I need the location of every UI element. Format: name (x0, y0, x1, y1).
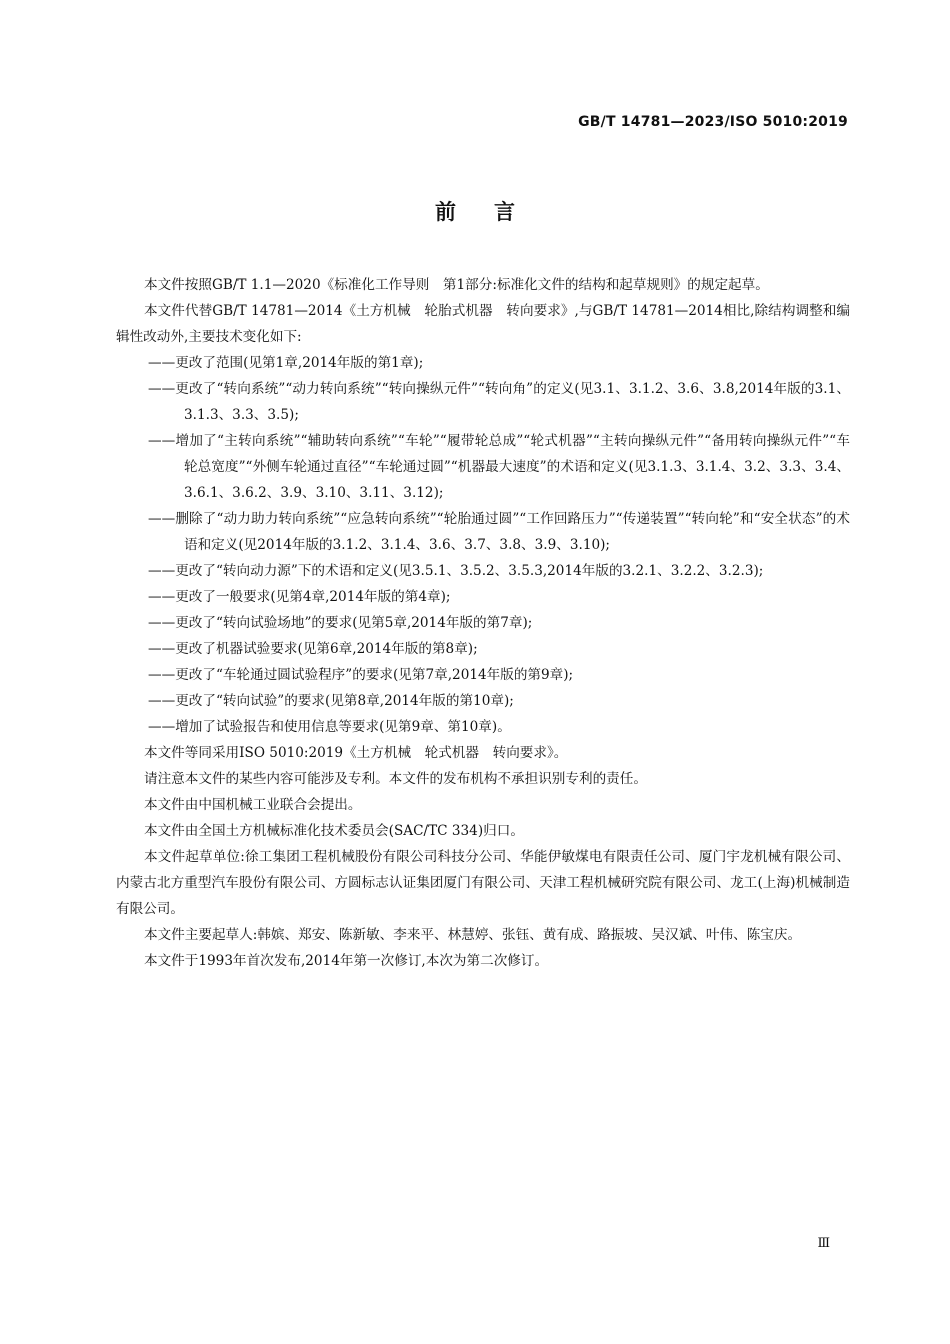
foreword-body (116, 272, 850, 974)
change-item: ——增加了“主转向系统”“辅助转向系统”“车轮”“履带轮总成”“轮式机器”“主转向操纵元件”“备用转向操纵元件”“车轮总宽度”“外侧车轮通过直径”“车轮通过圆”“机器最大速度”的术语和定义(见3.1.3、3.1.4、3.2、3.3、3.4、3.6.1、3.6.2、3.9、3.10、3.11、3.12); (148, 433, 850, 501)
change-item: ——更改了“转向系统”“动力转向系统”“转向操纵元件”“转向角”的定义(见3.1、3.1.2、3.6、3.8,2014年版的3.1、3.1.3、3.3、3.5); (148, 381, 850, 423)
paragraph-history: 本文件于1993年首次发布,2014年第一次修订,本次为第二次修订。 (144, 953, 549, 969)
change-item: ——更改了一般要求(见第4章,2014年版的第4章); (148, 589, 451, 605)
change-item: ——更改了“转向试验场地”的要求(见第5章,2014年版的第7章); (148, 615, 533, 631)
change-item: ——更改了“转向试验”的要求(见第8章,2014年版的第10章); (148, 693, 514, 709)
paragraph-drafting-units: 本文件起草单位:徐工集团工程机械股份有限公司科技分公司、华能伊敏煤电有限责任公司、厦门宇龙机械有限公司、内蒙古北方重型汽车股份有限公司、方圆标志认证集团厦门有限公司、天津工程机械研究院有限公司、龙工(上海)机械制造有限公司。 (116, 849, 850, 917)
paragraph-replacement: 本文件代替GB/T 14781—2014《土方机械 轮胎式机器 转向要求》,与GB/T 14781—2014相比,除结构调整和编辑性改动外,主要技术变化如下: (116, 303, 850, 345)
change-item: ——更改了“车轮通过圆试验程序”的要求(见第7章,2014年版的第9章); (148, 667, 574, 683)
paragraph-committee: 本文件由全国土方机械标准化技术委员会(SAC/TC 334)归口。 (144, 823, 524, 839)
change-item: ——更改了机器试验要求(见第6章,2014年版的第8章); (148, 641, 478, 657)
change-item: ——删除了“动力助力转向系统”“应急转向系统”“轮胎通过圆”“工作回路压力”“传递装置”“转向轮”和“安全状态”的术语和定义(见2014年版的3.1.2、3.1.4、3.6、3.7、3.8、3.9、3.10); (148, 511, 850, 553)
paragraph-patent-notice: 请注意本文件的某些内容可能涉及专利。本文件的发布机构不承担识别专利的责任。 (144, 771, 647, 787)
paragraph-proposer: 本文件由中国机械工业联合会提出。 (144, 797, 362, 813)
page-title: 前言 (435, 200, 553, 224)
change-item: ——更改了范围(见第1章,2014年版的第1章); (148, 355, 424, 371)
paragraph-drafting-rules: 本文件按照GB/T 1.1—2020《标准化工作导则 第1部分:标准化文件的结构和起草规则》的规定起草。 (144, 277, 769, 293)
paragraph-iso-adoption: 本文件等同采用ISO 5010:2019《土方机械 轮式机器 转向要求》。 (144, 745, 568, 761)
change-item: ——增加了试验报告和使用信息等要求(见第9章、第10章)。 (148, 719, 511, 735)
page-number: Ⅲ (817, 1236, 830, 1251)
change-item: ——更改了“转向动力源”下的术语和定义(见3.5.1、3.5.2、3.5.3,2014年版的3.2.1、3.2.2、3.2.3); (148, 563, 764, 579)
standard-number-header: GB/T 14781—2023/ISO 5010:2019 (578, 114, 848, 130)
paragraph-drafters: 本文件主要起草人:韩嫔、郑安、陈新敏、李来平、林慧婷、张钰、黄有成、路振坡、吴汉斌、叶伟、陈宝庆。 (144, 927, 802, 943)
